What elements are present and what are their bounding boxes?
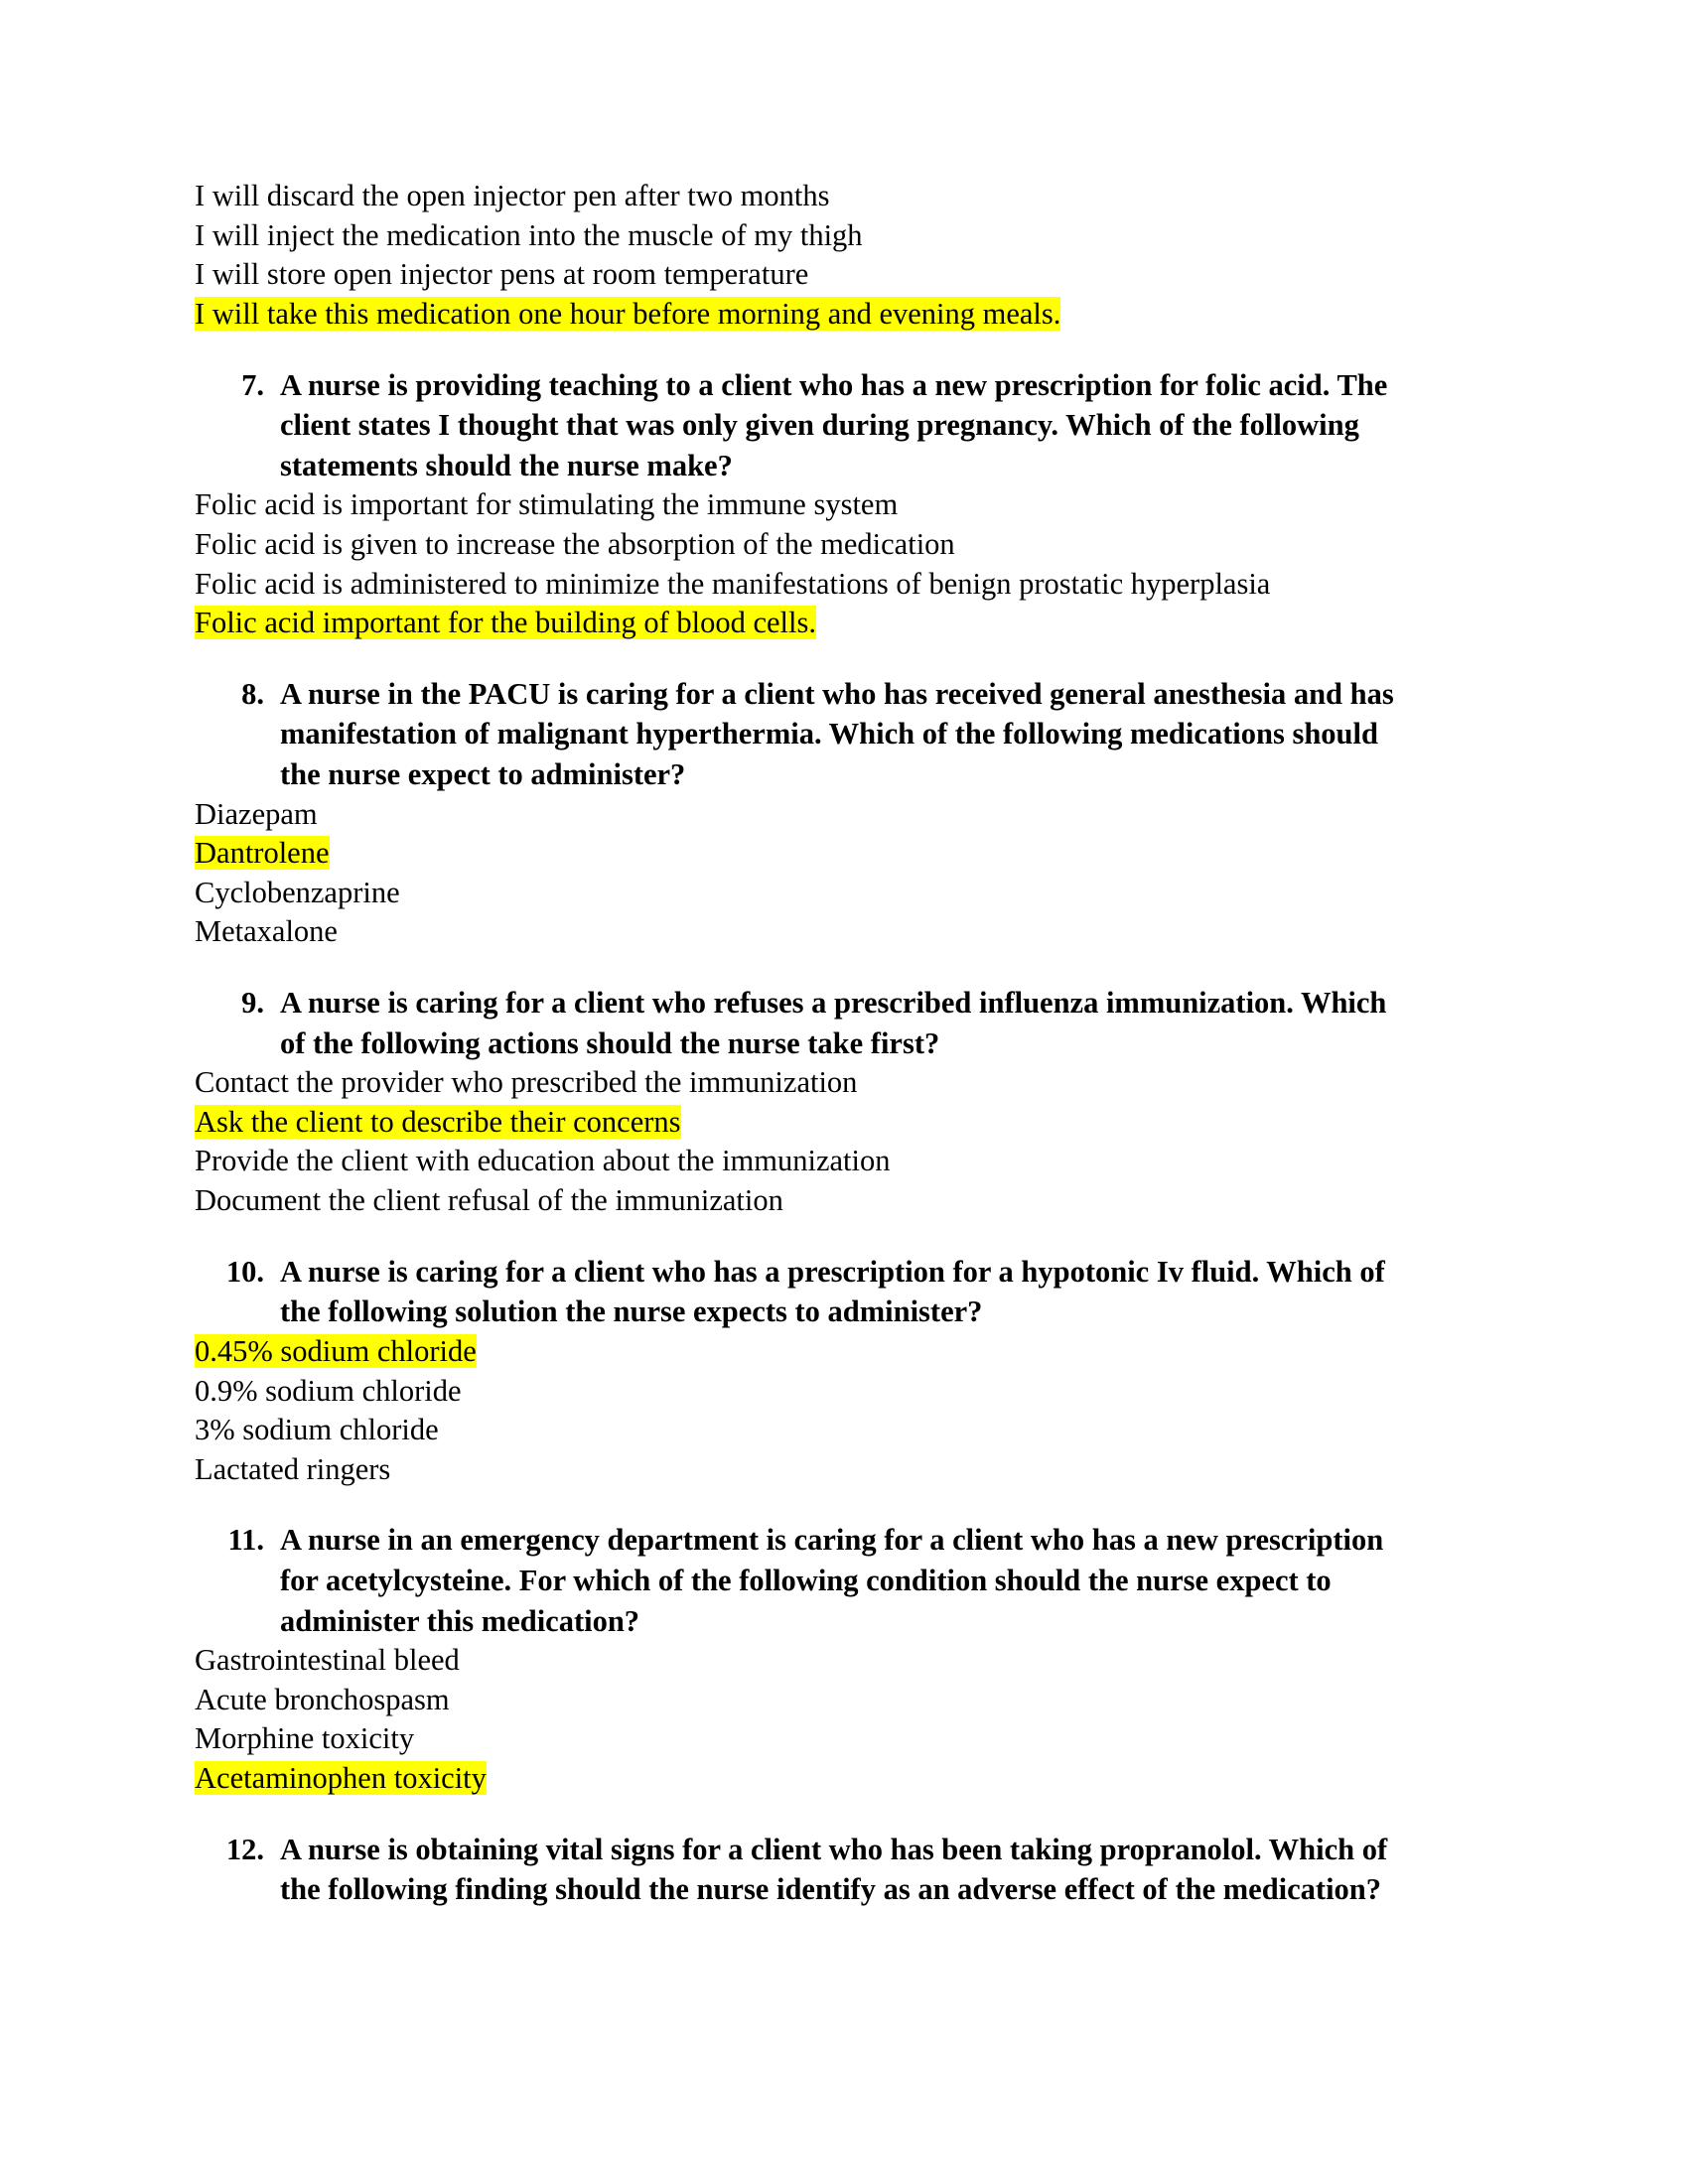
question-number: 10.	[225, 1254, 264, 1289]
spacer	[195, 1489, 1493, 1520]
option-text: Contact the provider who prescribed the immunization	[195, 1065, 858, 1100]
option-text: Folic acid is important for stimulating the immune system	[195, 487, 899, 522]
question-9	[195, 983, 1493, 1063]
question-stem: A nurse is caring for a client who refuses a prescribed influenza immunization. Which of the following actions should the nurse take first?	[280, 986, 1387, 1060]
list-item	[195, 177, 1493, 216]
question-11-options	[195, 1641, 1493, 1799]
question-number: 12.	[225, 1832, 264, 1866]
question-10-options	[195, 1332, 1493, 1490]
question-stem: A nurse in the PACU is caring for a client who has received general anesthesia and has manifestation of malignant hyperthermia. Which of the following medications should the nurse expect to administer?	[280, 676, 1394, 791]
option-text: I will discard the open injector pen after two months	[195, 179, 830, 212]
question-stem: A nurse is providing teaching to a client who has a new prescription for folic acid. The client states I thought that was only given during pregnancy. Which of the following statements should the nurse make?	[280, 367, 1388, 482]
option-text: I will store open injector pens at room temperature	[195, 257, 809, 292]
list-item	[195, 795, 1493, 835]
spacer	[195, 643, 1493, 674]
spacer	[195, 952, 1493, 983]
spacer	[195, 335, 1493, 365]
question-stem: A nurse is caring for a client who has a prescription for a hypotonic Iv fluid. Which of the following solution the nurse expects to administer?	[280, 1254, 1385, 1329]
question-stem: A nurse is obtaining vital signs for a client who has been taking propranolol. Which of the following finding should the nurse identify as an adverse effect of the medication?	[280, 1832, 1388, 1907]
option-text: Document the client refusal of the immunization	[195, 1183, 783, 1218]
option-text: Dantrolene	[195, 836, 330, 871]
question-number: 11.	[227, 1523, 264, 1558]
question-number: 8.	[241, 676, 264, 711]
option-text: 0.9% sodium chloride	[195, 1373, 462, 1408]
option-text: Ask the client to describe their concerns	[195, 1104, 681, 1139]
question-8	[195, 674, 1493, 795]
spacer	[195, 1221, 1493, 1252]
list-item	[195, 485, 1493, 525]
list-item-highlighted	[195, 604, 1493, 643]
list-item	[195, 255, 1493, 295]
list-item-highlighted	[195, 295, 1493, 335]
list-item	[195, 1450, 1493, 1490]
question-9-options	[195, 1063, 1493, 1221]
question-8-options	[195, 795, 1493, 953]
question-7-options	[195, 485, 1493, 643]
list-item	[195, 1641, 1493, 1681]
list-item	[195, 525, 1493, 565]
option-text: Diazepam	[195, 796, 318, 831]
list-item	[195, 1681, 1493, 1720]
question-11	[195, 1520, 1493, 1641]
question-number: 7.	[241, 367, 264, 402]
list-item	[195, 1719, 1493, 1759]
option-text: Metaxalone	[195, 914, 338, 949]
option-text: Acetaminophen toxicity	[195, 1761, 487, 1796]
document-body	[195, 177, 1493, 1910]
option-text: Folic acid is administered to minimize the manifestations of benign prostatic hyperplasia	[195, 566, 1271, 601]
question-number: 9.	[241, 986, 264, 1021]
list-item	[195, 1181, 1493, 1221]
list-item-highlighted	[195, 1332, 1493, 1372]
list-item	[195, 874, 1493, 913]
question-12	[195, 1830, 1493, 1910]
question-7	[195, 365, 1493, 486]
spacer	[195, 1799, 1493, 1830]
list-item	[195, 1063, 1493, 1103]
list-item	[195, 1142, 1493, 1181]
question-stem: A nurse in an emergency department is caring for a client who has a new prescription for acetylcysteine. For which of the following condition should the nurse expect to administer this medication?	[280, 1523, 1384, 1638]
option-text: Provide the client with education about the immunization	[195, 1144, 891, 1178]
lead-options-group	[195, 177, 1493, 335]
list-item	[195, 1372, 1493, 1412]
option-text: Cyclobenzaprine	[195, 875, 400, 909]
list-item	[195, 912, 1493, 952]
list-item	[195, 565, 1493, 605]
option-text: 3% sodium chloride	[195, 1413, 439, 1447]
list-item-highlighted	[195, 834, 1493, 874]
option-text: I will inject the medication into the muscle of my thigh	[195, 217, 863, 252]
option-text: Folic acid important for the building of blood cells.	[195, 606, 816, 640]
option-text: Folic acid is given to increase the absorption of the medication	[195, 526, 955, 561]
option-text: Acute bronchospasm	[195, 1682, 450, 1716]
option-text: Gastrointestinal bleed	[195, 1643, 460, 1678]
option-text: Lactated ringers	[195, 1451, 391, 1486]
question-10	[195, 1252, 1493, 1332]
list-item-highlighted	[195, 1103, 1493, 1143]
option-text: I will take this medication one hour before morning and evening meals.	[195, 296, 1061, 331]
list-item-highlighted	[195, 1759, 1493, 1799]
list-item	[195, 216, 1493, 256]
option-text: 0.45% sodium chloride	[195, 1333, 477, 1368]
option-text: Morphine toxicity	[195, 1721, 415, 1756]
list-item	[195, 1411, 1493, 1450]
